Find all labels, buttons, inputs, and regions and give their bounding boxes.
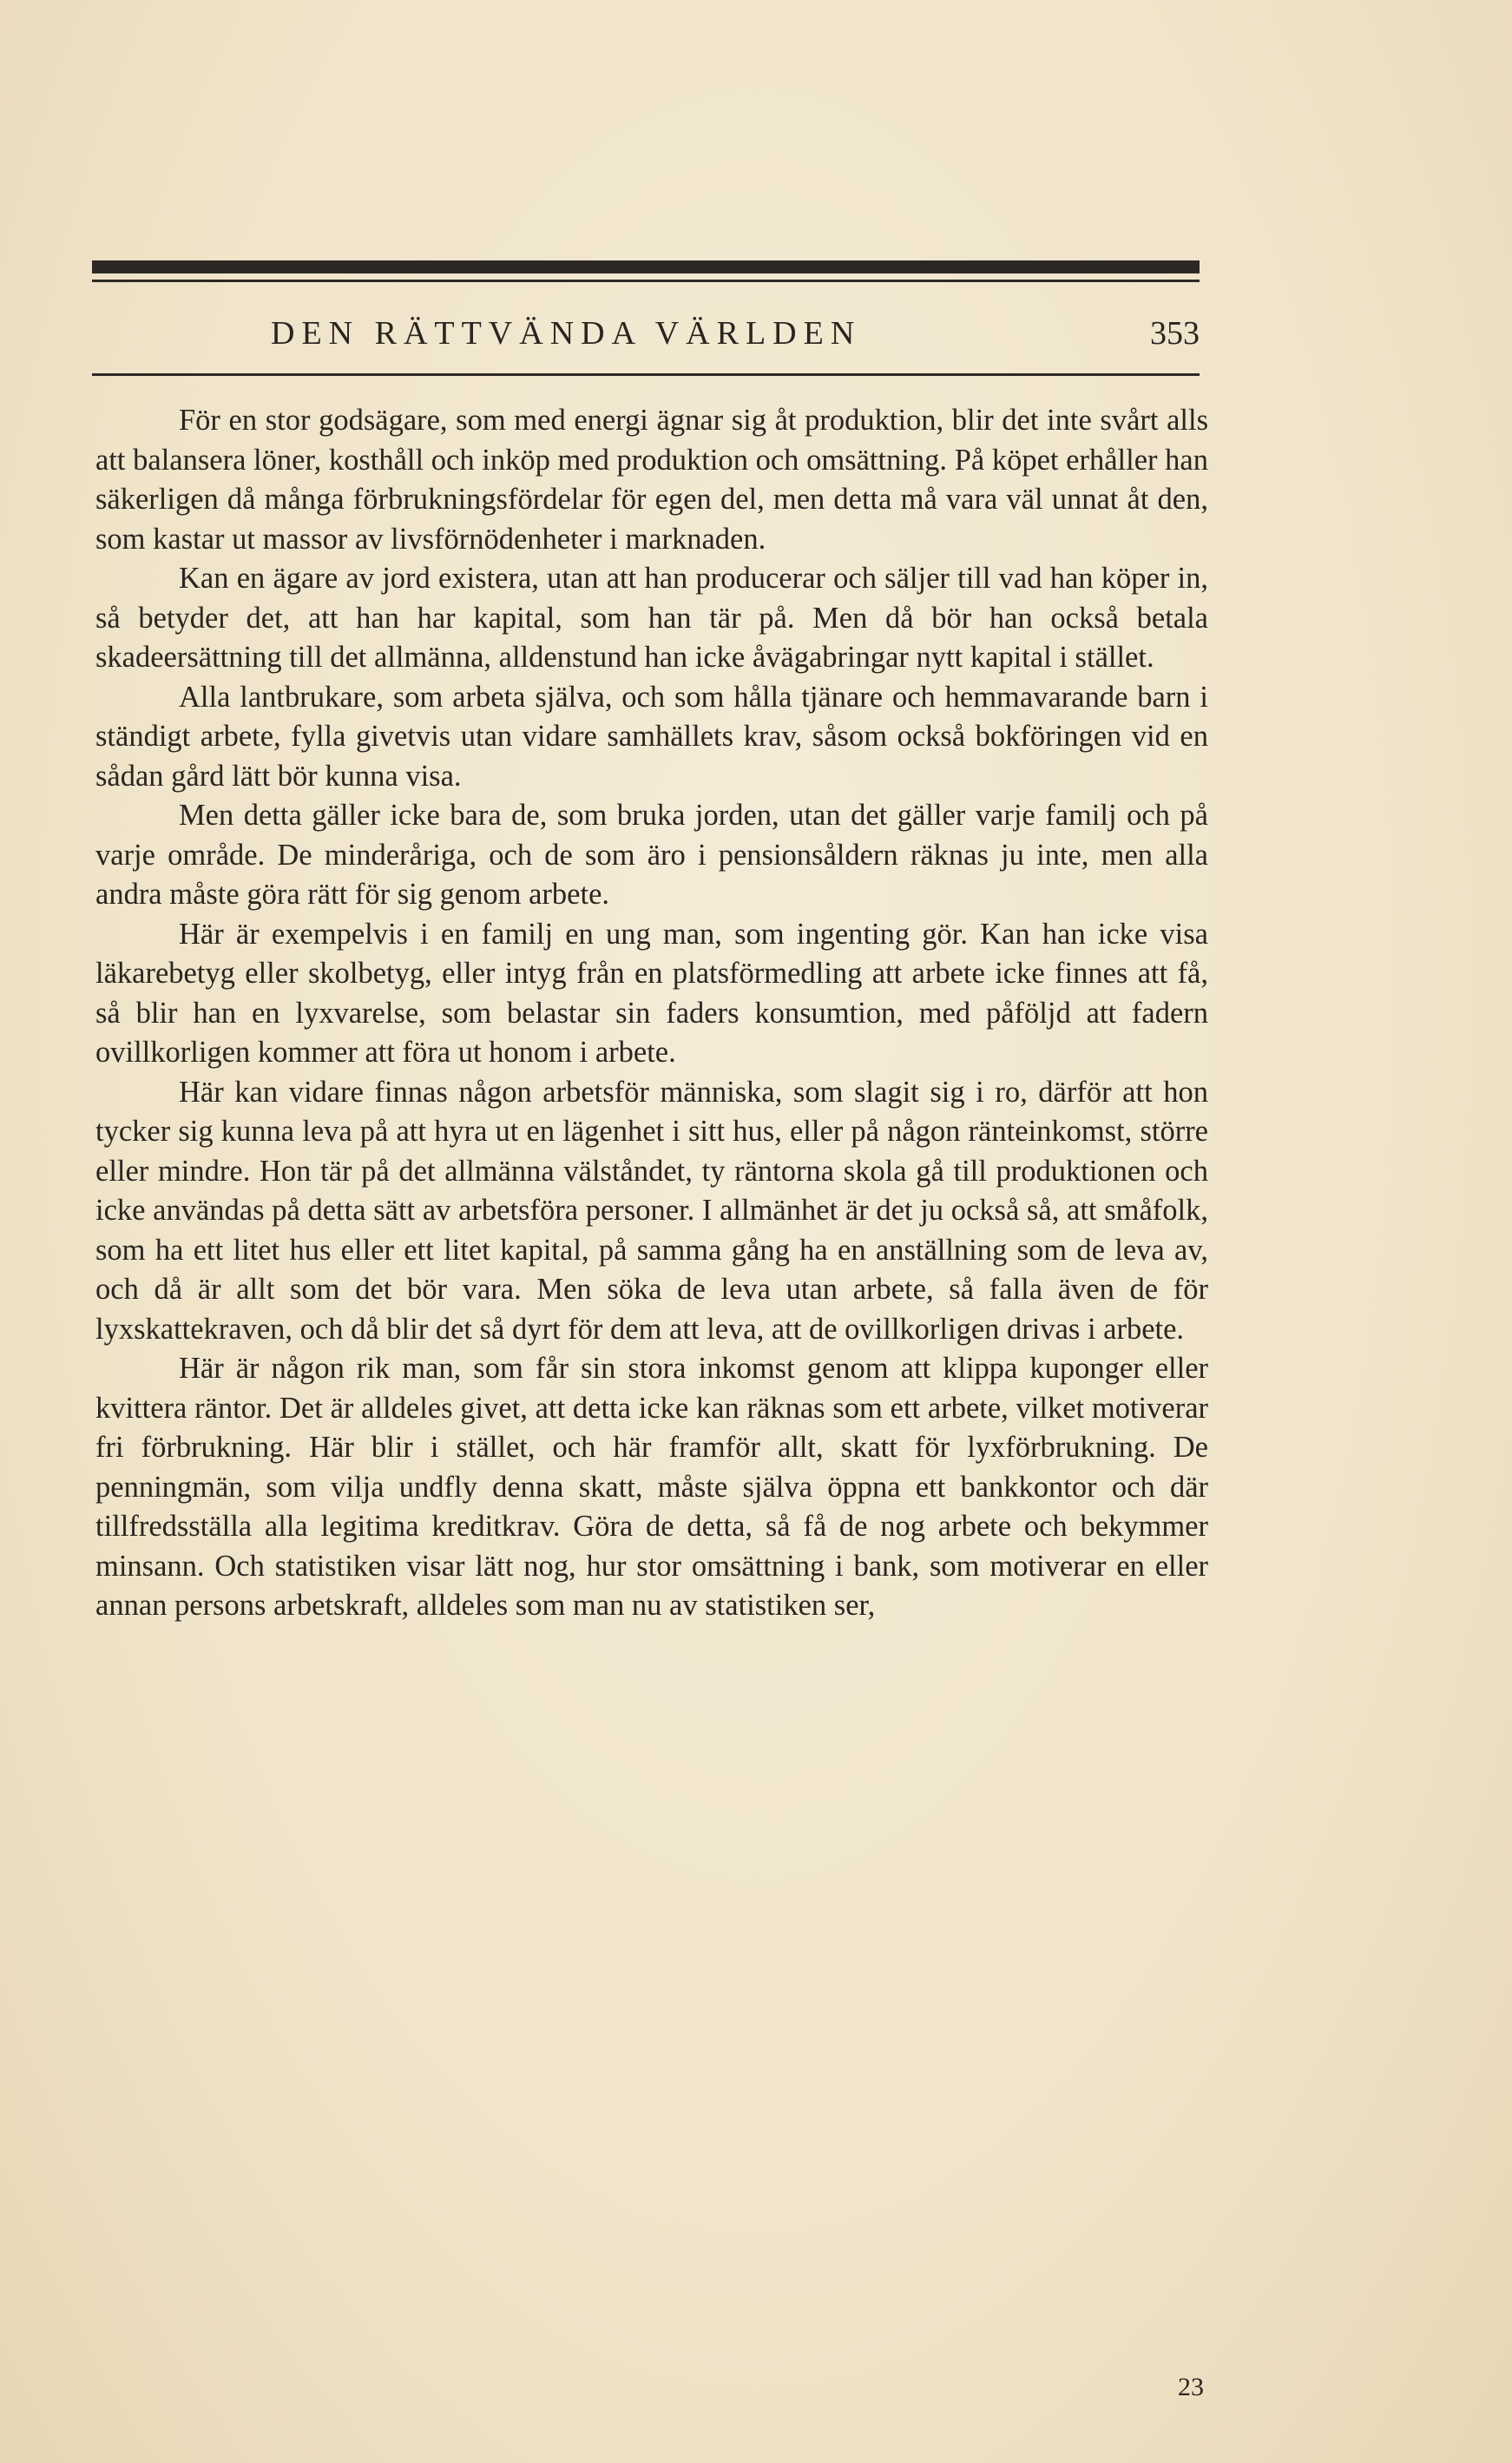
paragraph: Här är någon rik man, som får sin stora inkomst genom att klippa kuponger eller kvittera räntor. Det är alldeles givet, att detta icke kan räknas som ett arbete, vilket motiverar fri förbrukning. Här blir i stället, och här framför allt, skatt för lyxförbrukning. De penningmän, som vilja undfly denna skatt, måste själva öppna ett bankkontor och där tillfredsställa alla legitima kreditkrav. Göra de detta, så få de nog arbete och bekymmer minsann. Och statistiken visar lätt nog, hur stor omsättning i bank, som motiverar en eller annan persons arbetskraft, alldeles som man nu av statistiken ser, xyxy=(95,1352,1208,1622)
paragraph: Men detta gäller icke bara de, som bruka jorden, utan det gäller varje familj och på varje område. De minderåriga, och de som äro i pensionsåldern räknas ju inte, men alla andra måste göra rätt för sig genom arbete. xyxy=(95,799,1208,911)
paragraph: Här är exempelvis i en familj en ung man, som ingenting gör. Kan han icke visa läkarebetyg eller skolbetyg, eller intyg från en platsförmedling att arbete icke finnes att få, så blir han en lyxvarelse, som belastar sin faders konsumtion, med påföljd att fadern ovillkorligen kommer att föra ut honom i arbete. xyxy=(95,917,1208,1069)
header-rule-thin-lower xyxy=(92,373,1200,376)
paragraph: För en stor godsägare, som med energi ägnar sig åt produktion, blir det inte svårt alls att balansera löner, kosthåll och inköp med produktion och omsättning. På köpet erhåller han säkerligen då många förbrukningsfördelar för egen del, men detta må vara väl unnat åt den, som kastar ut massor av livsförnödenheter i marknaden. xyxy=(95,404,1208,556)
paragraph: Kan en ägare av jord existera, utan att han producerar och säljer till vad han köper in, så betyder det, att han har kapital, som han tär på. Men då bör han också betala skadeersättning till det allmänna, alldenstund han icke åvägabringar nytt kapital i stället. xyxy=(95,562,1208,674)
running-title: DEN RÄTTVÄNDA VÄRLDEN xyxy=(271,315,862,352)
running-head xyxy=(92,307,1200,359)
page-number: 353 xyxy=(1150,315,1200,352)
header-rule-thick xyxy=(92,260,1200,273)
paragraph: Här kan vidare finnas någon arbetsför människa, som slagit sig i ro, därför att hon tycker sig kunna leva på att hyra ut en lägenhet i sitt hus, eller på någon ränteinkomst, större eller mindre. Hon tär på det allmänna välståndet, ty räntorna skola gå till produktionen och icke användas på detta sätt av arbetsföra personer. I allmänhet är det ju också så, att småfolk, som ha ett litet hus eller ett litet kapital, på samma gång ha en anställning som de leva av, och då är allt som det bör vara. Men söka de leva utan arbete, så falla även de för lyxskattekraven, och då blir det så dyrt för dem att leva, att de ovillkorligen drivas i arbete. xyxy=(95,1075,1208,1346)
signature-mark: 23 xyxy=(1178,2373,1204,2401)
paragraph: Alla lantbrukare, som arbeta själva, och som hålla tjänare och hemmavarande barn i ständigt arbete, fylla givetvis utan vidare samhällets krav, såsom också bokföringen vid en sådan gård lätt bör kunna visa. xyxy=(95,680,1208,793)
body-text xyxy=(95,401,1208,1626)
header-rule-thin-upper xyxy=(92,280,1200,282)
